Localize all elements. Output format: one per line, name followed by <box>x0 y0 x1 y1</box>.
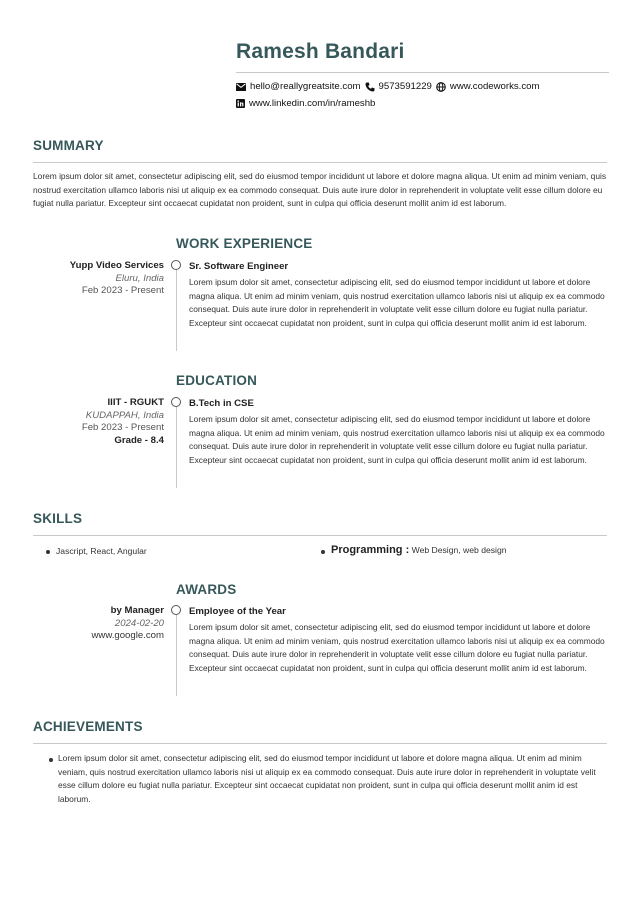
work-role: Sr. Software Engineer <box>189 261 289 272</box>
achievement-text: Lorem ipsum dolor sit amet, consectetur adipiscing elit, sed do eiusmod tempor incididunt ut labore et dolore magna aliqua. Ut enim ad minim veniam, quis nostrud exercitation ullamco laboris nisi ut aliquip ex ea commodo consequat. Duis aute irure dolor in reprehenderit in voluptate velit esse cillum dolore eu fugiat nulla pariatur. Excepteur sint occaecat cupidatat non proident, sunt in culpa qui officia deserunt mollit anim id est laborum. <box>58 753 596 804</box>
work-dates: Feb 2023 - Present <box>81 285 164 297</box>
education-location: KUDAPPAH, India <box>85 409 164 421</box>
phone-icon <box>365 82 375 92</box>
award-issuer: by Manager <box>110 605 164 616</box>
skill-bullet <box>46 550 50 554</box>
contact-row <box>236 81 539 92</box>
achievement-bullet <box>49 758 53 762</box>
linkedin-link[interactable]: www.linkedin.com/in/rameshb <box>249 98 376 109</box>
work-timeline <box>176 269 177 351</box>
skills-heading: SKILLS <box>33 511 83 526</box>
skill-category-label: Programming : <box>331 544 410 556</box>
website-link[interactable]: www.codeworks.com <box>449 81 540 92</box>
work-timeline-dot <box>171 260 181 270</box>
work-location: Eluru, India <box>115 272 164 284</box>
education-text: Lorem ipsum dolor sit amet, consectetur adipiscing elit, sed do eiusmod tempor incididunt ut labore et dolore magna aliqua. Ut enim ad minim veniam, quis nostrud exercitation ullamco laboris nisi ut aliquip ex ea commodo consequat. Duis aute irure dolor in reprehenderit in voluptate velit esse cillum dolore eu fugiat nulla pariatur. Excepteur sint occaecat cupidatat non proident, sunt in culpa qui officia deserunt mollit anim id est laborum. <box>189 414 605 465</box>
summary-divider <box>33 162 607 163</box>
award-url[interactable]: www.google.com <box>91 630 164 642</box>
award-text: Lorem ipsum dolor sit amet, consectetur adipiscing elit, sed do eiusmod tempor incididunt ut labore et dolore magna aliqua. Ut enim ad minim veniam, quis nostrud exercitation ullamco laboris nisi ut aliquip ex ea commodo consequat. Duis aute irure dolor in reprehenderit in voluptate velit esse cillum dolore eu fugiat nulla pariatur. Excepteur sint occaecat cupidatat non proident, sunt in culpa qui officia deserunt mollit anim id est laborum. <box>189 622 605 673</box>
summary-text: Lorem ipsum dolor sit amet, consectetur adipiscing elit, sed do eiusmod tempor incididunt ut labore et dolore magna aliqua. Ut enim ad minim veniam, quis nostrud exercitation ullamco laboris nisi ut aliquip ex ea commodo consequat. Duis aute irure dolor in reprehenderit in voluptate velit esse cillum dolore eu fugiat nulla pariatur. Excepteur sint occaecat cupidatat non proident, sunt in culpa qui officia deserunt mollit anim id est laborum. <box>33 171 607 209</box>
awards-meta <box>33 605 164 643</box>
candidate-name: Ramesh Bandari <box>236 40 405 63</box>
globe-icon <box>436 82 446 92</box>
awards-timeline-dot <box>171 605 181 615</box>
education-dates: Feb 2023 - Present <box>81 422 164 434</box>
work-heading: WORK EXPERIENCE <box>176 236 313 251</box>
achievements-heading: ACHIEVEMENTS <box>33 719 143 734</box>
envelope-icon <box>236 83 246 91</box>
education-timeline-dot <box>171 397 181 407</box>
header-divider <box>236 72 609 73</box>
skill-item: Jascript, React, Angular <box>56 546 147 556</box>
education-meta <box>33 397 164 447</box>
skill-bullet <box>321 550 325 554</box>
education-grade: Grade - 8.4 <box>114 434 164 446</box>
award-date: 2024-02-20 <box>114 617 164 629</box>
linkedin-icon <box>236 99 245 108</box>
skill-category-value: Web Design, web design <box>409 545 507 555</box>
work-meta <box>33 260 164 298</box>
achievements-divider <box>33 743 607 744</box>
work-text: Lorem ipsum dolor sit amet, consectetur adipiscing elit, sed do eiusmod tempor incididunt ut labore et dolore magna aliqua. Ut enim ad minim veniam, quis nostrud exercitation ullamco laboris nisi ut aliquip ex ea commodo consequat. Duis aute irure dolor in reprehenderit in voluptate velit esse cillum dolore eu fugiat nulla pariatur. Excepteur sint occaecat cupidatat non proident, sunt in culpa qui officia deserunt mollit anim id est laborum. <box>189 277 605 328</box>
awards-heading: AWARDS <box>176 582 237 597</box>
awards-timeline <box>176 614 177 696</box>
award-name: Employee of the Year <box>189 606 286 617</box>
linkedin-row <box>236 98 375 109</box>
email-link[interactable]: hello@reallygreatsite.com <box>250 81 361 92</box>
education-school: IIIT - RGUKT <box>107 397 164 408</box>
phone-number[interactable]: 9573591229 <box>378 81 432 92</box>
education-degree: B.Tech in CSE <box>189 398 254 409</box>
education-timeline <box>176 406 177 488</box>
skills-divider <box>33 535 607 536</box>
education-heading: EDUCATION <box>176 373 258 388</box>
skill-item-programming <box>331 544 507 556</box>
summary-heading: SUMMARY <box>33 138 104 153</box>
work-company: Yupp Video Services <box>69 260 164 271</box>
